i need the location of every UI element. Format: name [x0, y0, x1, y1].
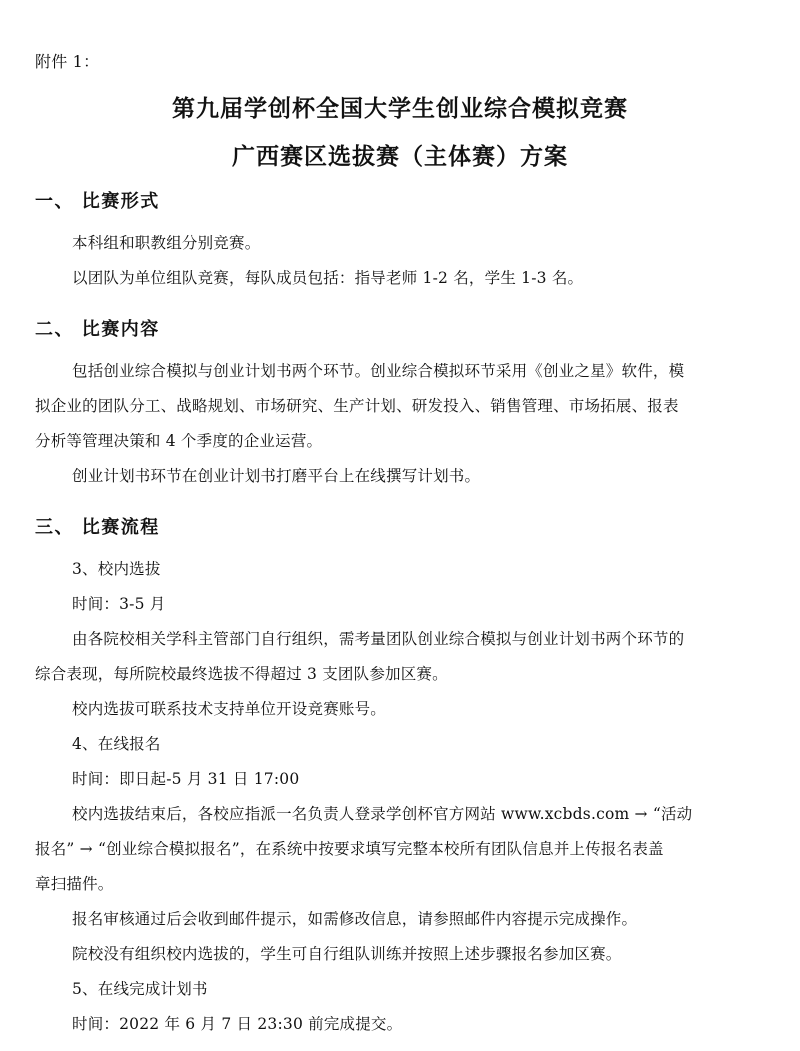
paragraph-line: 校内选拔可联系技术支持单位开设竞赛账号。: [72, 700, 387, 718]
paragraph-line: 本科组和职教组分别竞赛。: [72, 234, 261, 252]
document-title-line-1: 第九届学创杯全国大学生创业综合模拟竞赛: [172, 95, 628, 122]
paragraph-line: 以团队为单位组队竞赛，每队成员包括：指导老师 1-2 名，学生 1-3 名。: [72, 269, 584, 287]
section-heading-process: 三、 比赛流程: [35, 517, 160, 538]
paragraph-line: 报名审核通过后会收到邮件提示，如需修改信息，请参照邮件内容提示完成操作。: [72, 910, 638, 928]
paragraph-line: 时间：3-5 月: [72, 595, 166, 613]
paragraph-line: 校内选拔结束后，各校应指派一名负责人登录学创杯官方网站 www.xcbds.com → “活动: [72, 805, 693, 823]
paragraph-line: 包括创业综合模拟与创业计划书两个环节。创业综合模拟环节采用《创业之星》软件，模: [72, 362, 685, 380]
document-title-line-2: 广西赛区选拔赛（主体赛）方案: [232, 143, 568, 170]
paragraph-line: 章扫描件。: [35, 875, 114, 893]
section-heading-content: 二、 比赛内容: [35, 319, 160, 340]
paragraph-line: 由各院校相关学科主管部门自行组织，需考量团队创业综合模拟与创业计划书两个环节的: [72, 630, 685, 648]
section-heading-format: 一、 比赛形式: [35, 191, 160, 212]
subsection-title: 4、在线报名: [72, 735, 161, 753]
paragraph-line: 创业计划书环节在创业计划书打磨平台上在线撰写计划书。: [72, 467, 481, 485]
paragraph-line: 报名” → “创业综合模拟报名”，在系统中按要求填写完整本校所有团队信息并上传报名表盖: [35, 840, 664, 858]
paragraph-line: 分析等管理决策和 4 个季度的企业运营。: [35, 432, 323, 450]
paragraph-line: 时间：即日起-5 月 31 日 17:00: [72, 770, 300, 788]
subsection-title: 5、在线完成计划书: [72, 980, 208, 998]
paragraph-line: 院校没有组织校内选拔的，学生可自行组队训练并按照上述步骤报名参加区赛。: [72, 945, 622, 963]
paragraph-line: 拟企业的团队分工、战略规划、市场研究、生产计划、研发投入、销售管理、市场拓展、报表: [35, 397, 679, 415]
subsection-title: 3、校内选拔: [72, 560, 161, 578]
attachment-label: 附件 1：: [35, 52, 100, 71]
paragraph-line: 综合表现，每所院校最终选拔不得超过 3 支团队参加区赛。: [35, 665, 448, 683]
paragraph-line: 时间：2022 年 6 月 7 日 23:30 前完成提交。: [72, 1015, 403, 1033]
